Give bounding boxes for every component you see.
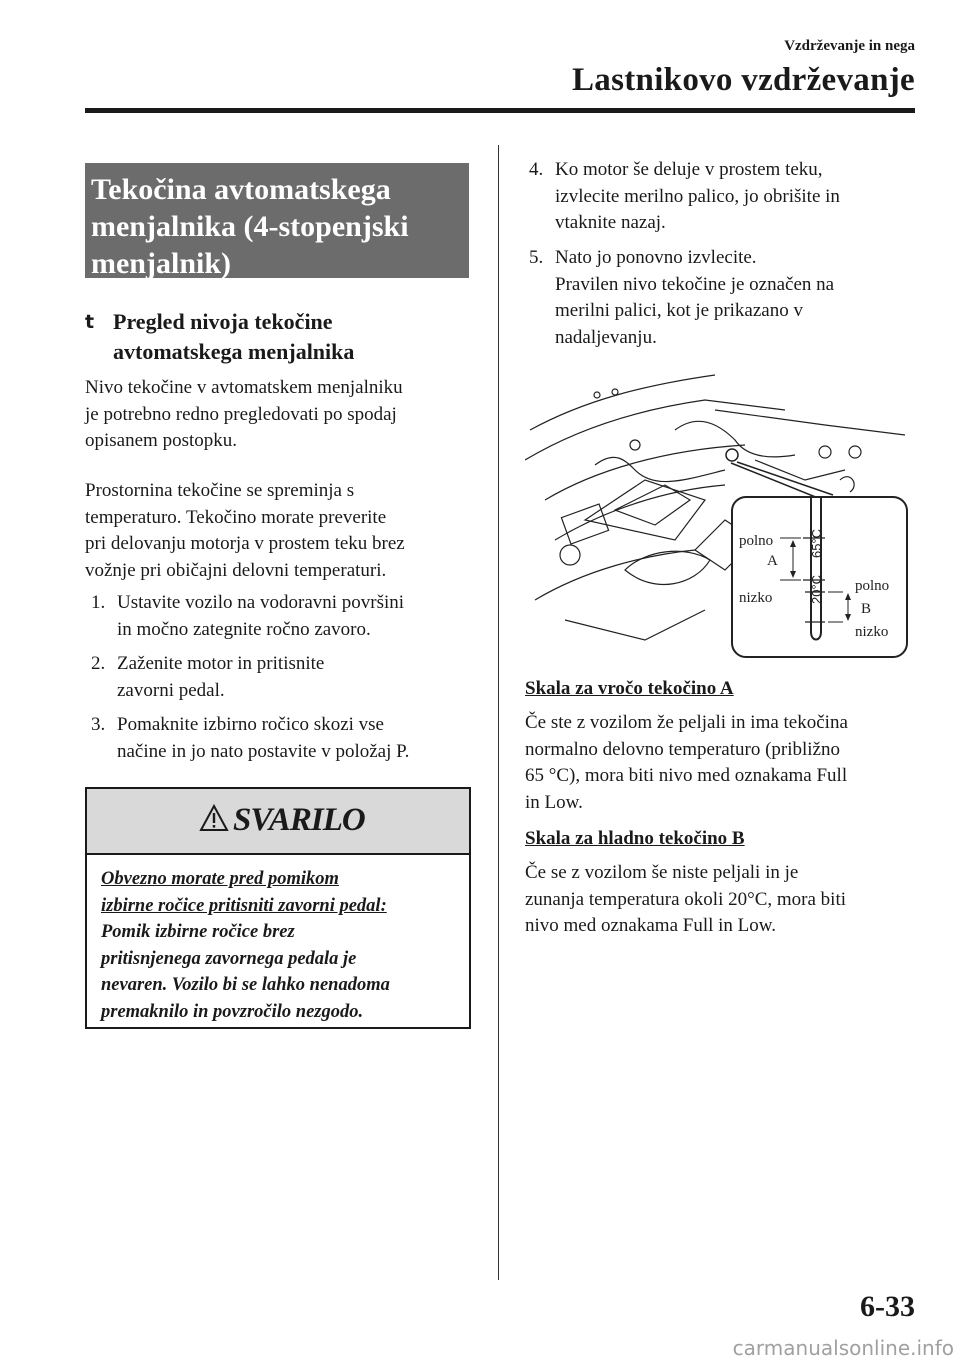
hot-scale-text [525, 710, 848, 816]
header-section: Vzdrževanje in nega [784, 38, 915, 54]
text-line: je potrebno redno pregledovati po spodaj [85, 403, 397, 425]
text-line: Obvezno morate pred pomikom [101, 869, 339, 889]
section-title-line: Tekočina avtomatskega [91, 173, 391, 206]
dipstick-illustration [525, 370, 915, 660]
cold-scale-text [525, 860, 846, 940]
text-line: Zaženite motor in pritisnite [117, 653, 325, 674]
text-line: nadaljevanju. [555, 326, 657, 348]
text-line: Če se z vozilom še niste peljali in je [525, 862, 799, 883]
section-title [91, 171, 409, 282]
text-line: pritisnjenega zavornega pedala je [101, 948, 357, 969]
text-line: nivo med oznakama Full in Low. [525, 915, 776, 936]
step-item [91, 590, 404, 643]
text-line: in močno zategnite ročno zavoro. [117, 618, 371, 640]
text-line: in Low. [525, 791, 583, 813]
intro-paragraph [85, 375, 403, 455]
label-nizko-a: nizko [739, 590, 773, 606]
text-line: vožnje pri običajni delovni temperaturi. [85, 559, 387, 581]
column-divider [498, 145, 499, 1280]
text-line: Ustavite vozilo na vodoravni površini [117, 592, 405, 613]
text-line: nevaren. Vozilo bi se lahko nenadoma [101, 975, 390, 995]
text-line: premaknilo in povzročilo nezgodo. [101, 1001, 364, 1022]
step-number: 5. [529, 247, 544, 268]
label-a: A [767, 553, 778, 569]
text-line: vtaknite nazaj. [555, 212, 666, 233]
label-polno-b: polno [855, 578, 890, 594]
text-line: Nivo tekočine v avtomatskem menjalniku [85, 377, 403, 398]
step-number: 3. [91, 714, 106, 735]
text-line: normalno delovno temperaturo (približno [525, 738, 840, 760]
header-rule [85, 108, 915, 113]
subheading-bullet: t [85, 311, 95, 333]
section-title-line: menjalnika (4-stopenjski [91, 210, 409, 243]
text-line: zavorni pedal. [117, 679, 225, 701]
subheading [85, 307, 485, 367]
section-title-box [85, 163, 469, 278]
warning-header [87, 789, 469, 855]
page-number: 6-33 [860, 1290, 915, 1323]
step-item [91, 712, 409, 765]
step-item [529, 157, 840, 237]
step-number: 4. [529, 159, 544, 180]
label-b: B [861, 601, 872, 617]
section-title-line: menjalnik) [91, 247, 232, 280]
text-line: načine in jo nato postavite v položaj P. [117, 740, 410, 762]
text-line: Ko motor še deluje v prostem teku, [555, 159, 823, 180]
temperature-paragraph [85, 478, 405, 584]
step-item [91, 651, 324, 704]
step-item [529, 245, 834, 351]
step-number: 2. [91, 653, 106, 674]
subheading-line: Pregled nivoja tekočine [113, 309, 333, 334]
text-line: zunanja temperatura okoli 20°C, mora biti [525, 888, 847, 910]
header-chapter: Lastnikovo vzdrževanje [572, 62, 915, 98]
label-65c: 65°C [809, 528, 824, 558]
label-nizko-b: nizko [855, 624, 889, 640]
cold-scale-caption: Skala za hladno tekočino B [525, 828, 745, 849]
text-line: 65 °C), mora biti nivo med oznakama Full [525, 765, 848, 786]
text-line: opisanem postopku. [85, 430, 237, 451]
text-line: Če ste z vozilom že peljali in ima tekočina [525, 712, 848, 733]
text-line: pri delovanju motorja v prostem teku brez [85, 533, 405, 554]
step-number: 1. [91, 592, 106, 613]
text-line: temperaturo. Tekočino morate preverite [85, 506, 387, 528]
text-line: izvlecite merilno palico, jo obrišite in [555, 185, 840, 207]
text-line: Pravilen nivo tekočine je označen na [555, 273, 835, 295]
hot-scale-caption: Skala za vročo tekočino A [525, 678, 734, 699]
text-line: Nato jo ponovno izvlecite. [555, 247, 757, 268]
warning-triangle-icon [199, 804, 229, 832]
label-polno-a: polno [739, 533, 774, 549]
text-line: merilni palici, kot je prikazano v [555, 300, 803, 321]
text-line: Pomaknite izbirno ročico skozi vse [117, 714, 384, 735]
warning-text [101, 866, 461, 1025]
warning-label: SVARILO [233, 802, 365, 838]
subheading-line: avtomatskega menjalnika [113, 339, 355, 364]
text-line: Pomik izbirne ročice brez [101, 922, 295, 942]
watermark: carmanualsonline.info [732, 1336, 954, 1360]
warning-box [85, 787, 471, 1029]
text-line: Prostornina tekočine se spreminja s [85, 480, 355, 501]
label-20c: 20°C [809, 574, 824, 604]
text-line: izbirne ročice pritisniti zavorni pedal: [101, 895, 387, 916]
